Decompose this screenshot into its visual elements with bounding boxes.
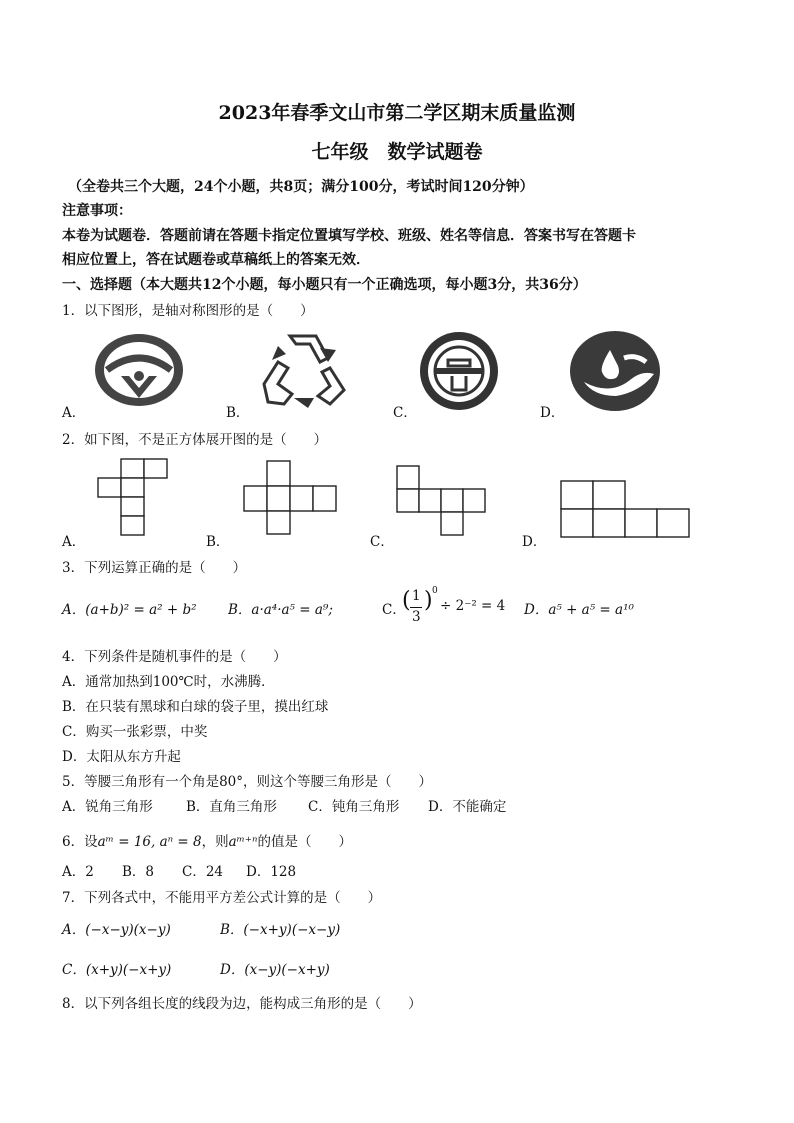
q3-option-a: A．(a+b)² = a² + b² — [62, 602, 197, 618]
q5-option-d: D．不能确定 — [428, 799, 507, 815]
q3-c-fraction-bar — [410, 607, 422, 608]
cube-net-d-diagram — [560, 480, 690, 540]
q1-option-d: D． — [540, 405, 565, 421]
q1-stem: 1．以下图形，是轴对称图形的是（ ） — [62, 303, 314, 319]
q4-stem: 4．下列条件是随机事件的是（ ） — [62, 649, 287, 665]
cube-net-a-diagram — [97, 458, 169, 536]
q8-stem: 8．以下列各组长度的线段为边，能构成三角形的是（ ） — [62, 996, 422, 1012]
q7-stem: 7．下列各式中，不能用平方差公式计算的是（ ） — [62, 890, 382, 906]
q3-c-exponent: 0 — [432, 586, 438, 596]
q1-option-b: B． — [226, 405, 250, 421]
q4-option-b: B．在只装有黑球和白球的袋子里，摸出红球 — [62, 699, 329, 715]
q3-stem: 3．下列运算正确的是（ ） — [62, 560, 247, 576]
q5-option-c: C．钝角三角形 — [308, 799, 400, 815]
q4-option-c: C．购买一张彩票，中奖 — [62, 724, 208, 740]
q6-option-d: D．128 — [246, 864, 297, 880]
notice-line-2: 相应位置上，答在试题卷或草稿纸上的答案无效． — [62, 252, 370, 268]
page-subtitle: 七年级 数学试题卷 — [311, 141, 483, 163]
cube-net-b-diagram — [243, 460, 339, 536]
q7-option-a: A．(−x−y)(x−y) — [62, 922, 171, 938]
notice-line-1: 本卷为试题卷．答题前请在答题卡指定位置填写学校、班级、姓名等信息．答案书写在答题卡 — [62, 228, 636, 244]
q3-option-b: B．a·a⁴·a⁵ = a⁹; — [228, 602, 333, 618]
q4-option-d: D．太阳从东方升起 — [62, 749, 181, 765]
q3-c-rest: ÷ 2⁻² = 4 — [440, 598, 506, 614]
exam-info: （全卷共三个大题，24个小题，共8页；满分100分，考试时间120分钟） — [68, 179, 534, 195]
q1-option-a: A． — [62, 405, 86, 421]
q3-option-c-label: C． — [382, 602, 406, 618]
section-1-heading: 一、选择题（本大题共12个小题，每小题只有一个正确选项，每小题3分，共36分） — [62, 277, 587, 293]
q6-option-a: A．2 — [62, 864, 94, 880]
cube-net-c-diagram — [396, 465, 488, 537]
recycle-symbol-icon — [258, 328, 348, 410]
q2-option-b: B． — [206, 534, 230, 550]
q6-stem-pre: 6．设 — [62, 834, 98, 850]
q1-option-c: C． — [393, 405, 417, 421]
q6-option-c: C．24 — [182, 864, 224, 880]
q7-option-d: D．(x−y)(−x+y) — [220, 962, 330, 978]
q2-stem: 2．如下图，不是正方体展开图的是（ ） — [62, 432, 328, 448]
water-drop-logo-icon — [570, 330, 660, 412]
q4-option-a: A．通常加热到100℃时，水沸腾． — [62, 674, 275, 690]
q5-option-b: B．直角三角形 — [186, 799, 277, 815]
q6-stem — [62, 830, 352, 850]
q5-stem: 5．等腰三角形有一个角是80°，则这个等腰三角形是（ ） — [62, 774, 433, 790]
q6-stem-math: aᵐ = 16, aⁿ = 8 — [97, 834, 202, 850]
q3-c-denominator: 3 — [412, 609, 421, 625]
circle-seal-logo-icon — [418, 330, 500, 412]
q6-stem-math2: aᵐ⁺ⁿ — [228, 834, 258, 850]
quality-mark-logo-icon — [93, 332, 185, 412]
q3-option-d: D．a⁵ + a⁵ = a¹⁰ — [524, 602, 634, 618]
notice-heading: 注意事项： — [62, 203, 132, 219]
q6-stem-post: 的值是（ ） — [257, 834, 353, 850]
q6-option-b: B．8 — [122, 864, 155, 880]
q3-c-close-paren: ) — [424, 588, 433, 613]
q7-option-b: B．(−x+y)(−x−y) — [220, 922, 341, 938]
q2-option-c: C． — [370, 534, 394, 550]
q2-option-d: D． — [522, 534, 547, 550]
q7-option-c: C．(x+y)(−x+y) — [62, 962, 172, 978]
q3-c-open-paren: ( — [402, 588, 411, 613]
page-title: 2023年春季文山市第二学区期末质量监测 — [218, 102, 576, 124]
q3-c-numerator: 1 — [412, 588, 421, 604]
q6-stem-mid: ，则 — [201, 834, 229, 850]
q2-option-a: A． — [62, 534, 86, 550]
q5-option-a: A．锐角三角形 — [62, 799, 153, 815]
